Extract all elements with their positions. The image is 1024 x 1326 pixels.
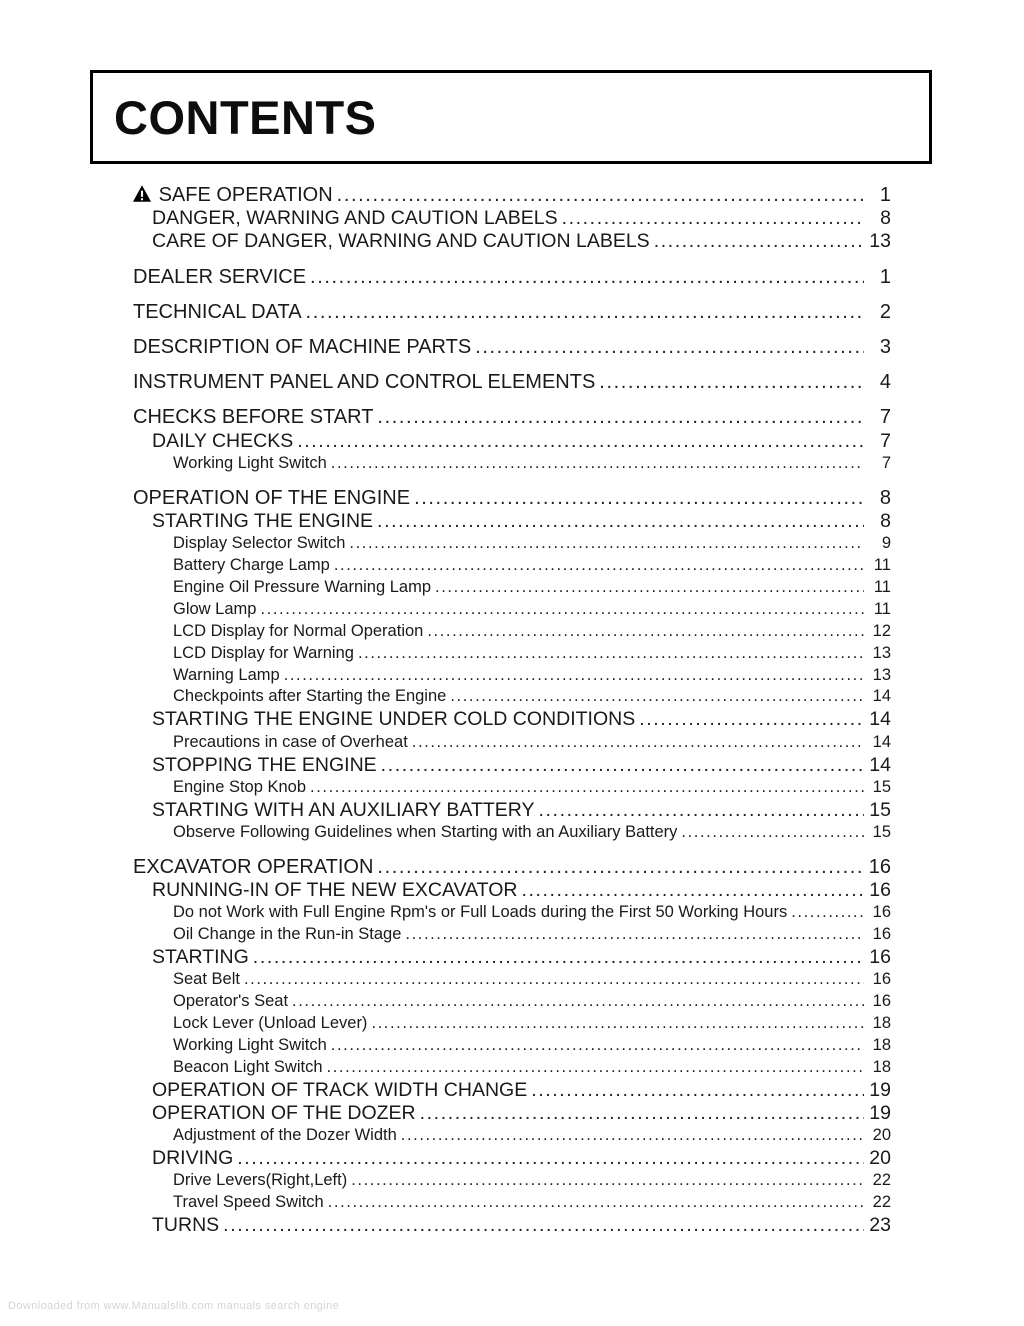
toc-entry-page: 8 xyxy=(880,207,891,230)
dot-leader xyxy=(358,643,864,665)
toc-entry-page: 14 xyxy=(869,753,891,776)
toc-entry-label: OPERATION OF TRACK WIDTH CHANGE xyxy=(152,1078,528,1101)
toc-entry-page: 11 xyxy=(873,577,891,596)
toc-entry-page: 2 xyxy=(879,300,891,323)
toc-entry xyxy=(133,1147,891,1170)
toc-entry-label: CHECKS BEFORE START xyxy=(133,406,374,429)
toc-entry-label: RUNNING-IN OF THE NEW EXCAVATOR xyxy=(152,878,518,901)
toc-entry-label: EXCAVATOR OPERATION xyxy=(133,855,374,878)
toc-entry-label: Travel Speed Switch xyxy=(173,1193,324,1212)
toc-entry xyxy=(133,708,891,731)
dot-leader xyxy=(401,1125,864,1147)
toc-entry-label: Working Light Switch xyxy=(173,453,327,472)
toc-entry-label: TURNS xyxy=(152,1214,220,1236)
dot-leader xyxy=(562,207,864,230)
toc-entry xyxy=(133,969,891,991)
toc-entry-page: 13 xyxy=(872,665,891,684)
toc-entry-page: 16 xyxy=(872,992,891,1011)
toc-entry xyxy=(133,577,891,599)
toc-entry xyxy=(133,879,891,902)
toc-entry-label: Drive Levers(Right,Left) xyxy=(173,1171,348,1190)
dot-leader xyxy=(351,1170,864,1192)
toc-entry-label: Operator's Seat xyxy=(173,992,289,1011)
dot-leader xyxy=(435,577,864,599)
toc-entry-page: 7 xyxy=(880,429,891,452)
dot-leader xyxy=(539,799,864,822)
toc-entry xyxy=(133,1125,891,1147)
toc-entry-label: DANGER, WARNING AND CAUTION LABELS xyxy=(152,207,558,230)
toc-entry-page: 15 xyxy=(872,777,891,796)
toc-entry-page: 14 xyxy=(872,687,891,706)
dot-leader xyxy=(284,665,864,687)
toc-entry-label: CARE OF DANGER, WARNING AND CAUTION LABELS xyxy=(152,230,650,253)
toc-entry-label: Precautions in case of Overheat xyxy=(173,732,408,751)
dot-leader xyxy=(377,406,864,429)
toc-entry-label: DEALER SERVICE xyxy=(133,265,307,288)
toc-entry-label: Adjustment of the Dozer Width xyxy=(173,1126,397,1145)
dot-leader xyxy=(349,533,864,555)
toc-entry-page: 16 xyxy=(869,945,891,968)
toc-list xyxy=(133,184,891,1237)
toc-entry xyxy=(133,1035,891,1057)
toc-entry-label: Working Light Switch xyxy=(173,1035,327,1054)
toc-entry-page: 3 xyxy=(879,336,891,359)
toc-entry xyxy=(133,184,891,207)
dot-leader xyxy=(331,453,864,475)
dot-leader xyxy=(427,621,864,643)
toc-entry-label: STARTING THE ENGINE UNDER COLD CONDITIONS xyxy=(152,708,636,731)
toc-entry-page: 9 xyxy=(881,534,891,553)
toc-entry-label: STARTING xyxy=(152,945,249,968)
toc-entry xyxy=(133,555,891,577)
toc-entry-label: Glow Lamp xyxy=(173,599,257,618)
toc-entry xyxy=(133,665,891,687)
toc-entry xyxy=(133,799,891,822)
toc-entry xyxy=(133,1057,891,1079)
toc-entry-page: 7 xyxy=(879,406,891,429)
toc-entry-page: 20 xyxy=(872,1126,891,1145)
toc-entry-label: Checkpoints after Starting the Engine xyxy=(173,687,447,706)
toc-entry-page: 14 xyxy=(869,708,891,731)
dot-leader xyxy=(420,1102,864,1125)
toc-entry xyxy=(133,430,891,453)
toc-entry xyxy=(133,1214,891,1237)
toc-entry-label: Beacon Light Switch xyxy=(173,1057,323,1076)
dot-leader xyxy=(306,301,864,324)
toc-entry-page: 16 xyxy=(872,903,891,922)
dot-leader xyxy=(475,336,864,359)
toc-entry-label: OPERATION OF THE ENGINE xyxy=(133,486,411,509)
dot-leader xyxy=(260,599,864,621)
toc-entry-page: 7 xyxy=(881,453,891,472)
toc-entry-label: TECHNICAL DATA xyxy=(133,300,302,323)
toc-entry xyxy=(133,1192,891,1214)
toc-entry-label: LCD Display for Warning xyxy=(173,643,354,662)
toc-entry-label: Do not Work with Full Engine Rpm's or Full Loads during the First 50 Working Hours xyxy=(173,903,788,922)
toc-entry-page: 13 xyxy=(872,643,891,662)
toc-entry xyxy=(133,856,891,879)
dot-leader xyxy=(412,732,864,754)
toc-entry xyxy=(133,732,891,754)
toc-entry-page: 11 xyxy=(873,599,891,618)
toc-entry-label: DESCRIPTION OF MACHINE PARTS xyxy=(133,336,472,359)
toc-entry-label: STOPPING THE ENGINE xyxy=(152,753,377,776)
toc-entry-label: LCD Display for Normal Operation xyxy=(173,621,424,640)
toc-entry-page: 18 xyxy=(872,1013,891,1032)
toc-entry-page: 15 xyxy=(869,798,891,821)
toc-entry-label: DAILY CHECKS xyxy=(152,429,294,452)
toc-entry-page: 20 xyxy=(869,1146,891,1169)
dot-leader xyxy=(371,1013,864,1035)
dot-leader xyxy=(681,822,864,844)
toc-entry xyxy=(133,1013,891,1035)
contents-title-box xyxy=(90,70,932,164)
toc-entry xyxy=(133,1102,891,1125)
toc-entry xyxy=(133,487,891,510)
toc-entry xyxy=(133,533,891,555)
toc-entry-label: Observe Following Guidelines when Starting with an Auxiliary Battery xyxy=(173,822,678,841)
toc-entry-page: 8 xyxy=(879,486,891,509)
toc-entry xyxy=(133,924,891,946)
toc-entry xyxy=(133,406,891,429)
toc-entry-page: 15 xyxy=(872,822,891,841)
toc-entry xyxy=(133,946,891,969)
toc-entry-label: STARTING WITH AN AUXILIARY BATTERY xyxy=(152,798,535,821)
dot-leader xyxy=(327,1057,864,1079)
toc-entry-label: Warning Lamp xyxy=(173,665,280,684)
toc-entry xyxy=(133,686,891,708)
toc-entry-page: 19 xyxy=(869,1101,891,1124)
toc-entry xyxy=(133,266,891,289)
toc-entry xyxy=(133,599,891,621)
dot-leader xyxy=(405,924,864,946)
page-title: CONTENTS xyxy=(114,90,377,144)
toc-entry-page: 19 xyxy=(869,1078,891,1101)
dot-leader xyxy=(334,555,864,577)
dot-leader xyxy=(531,1079,864,1102)
toc-entry-page: 1 xyxy=(879,265,891,288)
dot-leader xyxy=(521,879,864,902)
toc-entry xyxy=(133,643,891,665)
warning-triangle-icon xyxy=(133,185,151,202)
toc-entry-page: 16 xyxy=(872,970,891,989)
dot-leader xyxy=(310,777,864,799)
toc-entry-page: 22 xyxy=(872,1171,891,1190)
dot-leader xyxy=(414,487,864,510)
toc-entry xyxy=(133,301,891,324)
dot-leader xyxy=(377,856,864,879)
toc-entry-page: 8 xyxy=(880,509,891,532)
toc-entry xyxy=(133,991,891,1013)
toc-entry-label: Seat Belt xyxy=(173,970,240,989)
toc-entry-page: 18 xyxy=(872,1035,891,1054)
toc-entry-label: Display Selector Switch xyxy=(173,534,346,553)
dot-leader xyxy=(331,1035,864,1057)
dot-leader xyxy=(292,991,864,1013)
toc-entry xyxy=(133,371,891,394)
toc-entry-label: DRIVING xyxy=(152,1146,234,1169)
dot-leader xyxy=(328,1192,864,1214)
toc-entry xyxy=(133,822,891,844)
toc-entry-page: 23 xyxy=(869,1214,891,1236)
toc-entry xyxy=(133,902,891,924)
toc-entry-label: Battery Charge Lamp xyxy=(173,556,330,575)
toc-entry-page: 4 xyxy=(879,371,891,394)
dot-leader xyxy=(337,184,864,207)
toc-entry-label: STARTING THE ENGINE xyxy=(152,509,374,532)
toc-entry xyxy=(133,621,891,643)
toc-entry-page: 11 xyxy=(873,556,891,575)
dot-leader xyxy=(310,266,864,289)
toc-entry-page: 12 xyxy=(872,621,891,640)
dot-leader xyxy=(381,754,864,777)
dot-leader xyxy=(654,230,864,253)
toc-entry-page: 16 xyxy=(872,925,891,944)
dot-leader xyxy=(297,430,864,453)
dot-leader xyxy=(599,371,864,394)
toc-entry-page: 13 xyxy=(869,230,891,253)
toc-entry xyxy=(133,453,891,475)
toc-entry xyxy=(133,336,891,359)
dot-leader xyxy=(450,686,864,708)
toc-entry xyxy=(133,777,891,799)
toc-entry xyxy=(133,754,891,777)
toc-entry xyxy=(133,207,891,230)
toc-entry-page: 16 xyxy=(869,878,891,901)
dot-leader xyxy=(377,510,864,533)
watermark-text: Downloaded from www.Manualslib.com manuals search engine xyxy=(8,1300,340,1312)
toc-entry-page: 14 xyxy=(872,732,891,751)
toc-entry-page: 1 xyxy=(879,184,891,206)
toc-entry-page: 18 xyxy=(872,1057,891,1076)
dot-leader xyxy=(223,1214,864,1237)
toc-entry-label: Oil Change in the Run-in Stage xyxy=(173,925,402,944)
toc-entry-label: OPERATION OF THE DOZER xyxy=(152,1101,416,1124)
dot-leader xyxy=(791,902,864,924)
dot-leader xyxy=(253,946,864,969)
toc-entry xyxy=(133,1170,891,1192)
toc-entry-label: Lock Lever (Unload Lever) xyxy=(173,1013,368,1032)
toc-entry-label: Engine Oil Pressure Warning Lamp xyxy=(173,577,432,596)
toc-entry-page: 16 xyxy=(868,855,891,878)
toc-entry xyxy=(133,1079,891,1102)
toc-entry xyxy=(133,510,891,533)
toc-entry-label: SAFE OPERATION xyxy=(133,184,333,207)
dot-leader xyxy=(639,708,864,731)
toc-entry-label: Engine Stop Knob xyxy=(173,777,307,796)
dot-leader xyxy=(244,969,864,991)
dot-leader xyxy=(237,1147,864,1170)
toc-entry-page: 22 xyxy=(872,1193,891,1212)
toc-entry xyxy=(133,230,891,253)
toc-entry-label: INSTRUMENT PANEL AND CONTROL ELEMENTS xyxy=(133,371,596,394)
